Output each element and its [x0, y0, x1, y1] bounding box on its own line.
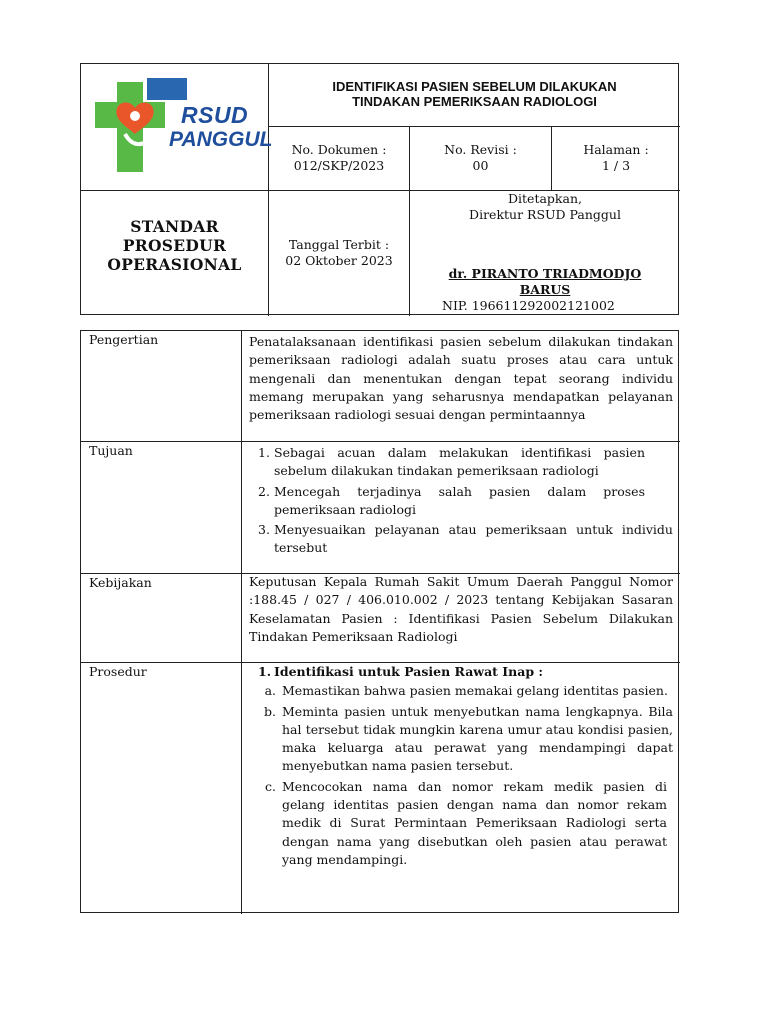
list-number: 1. — [258, 664, 272, 679]
list-number: c. — [265, 778, 276, 794]
divider — [268, 126, 680, 127]
doc-number-block — [269, 142, 409, 174]
logo-text-line2: PANGGUL — [169, 128, 273, 151]
revision-label: No. Revisi : — [444, 142, 517, 157]
list-text: Menyesuaikan pelayanan atau pemeriksaan untuk individu tersebut — [274, 522, 673, 556]
list-number: 2. — [258, 483, 270, 499]
list-number: 3. — [258, 522, 270, 538]
sop-line: STANDAR — [130, 217, 219, 236]
document-title: IDENTIFIKASI PASIEN SEBELUM DILAKUKAN TINDAKAN PEMERIKSAAN RADIOLOGI — [332, 79, 617, 109]
sop-line: PROSEDUR — [122, 236, 227, 255]
list-text: Sebagai acuan dalam melakukan identifikasi pasien sebelum dilakukan tindakan pemeriksaan radiologi — [274, 445, 645, 479]
list-item — [258, 483, 673, 520]
list-number: b. — [264, 703, 276, 719]
pengertian-text: Penatalaksanaan identifikasi pasien sebelum dilakukan tindakan pemeriksaan radiologi adalah suatu proses atau cara untuk mengenali dan menentukan dengan tepat seorang individu memang merupakan yang seharusnya mendapatkan pelayanan pemeriksaan radiologi sesuai dengan permintaannya — [249, 334, 673, 423]
director-name-line: dr. PIRANTO TRIADMODJO — [448, 266, 642, 281]
procedure-heading — [258, 663, 673, 681]
list-item — [258, 682, 673, 700]
approval-block — [410, 190, 680, 316]
director-name-line: BARUS — [519, 282, 571, 297]
list-text: Mencocokan nama dan nomor rekam medik pasien di gelang identitas pasien dengan nama dan nomor rekam medik di Surat Permintaan Pemeriksaan Radiologi serta dengan nama yang disebutkan oleh pasien atau perawat yang mendampingi. — [282, 778, 667, 867]
page-block — [552, 142, 680, 174]
divider — [241, 331, 242, 914]
issue-date-value: 02 Oktober 2023 — [285, 253, 393, 268]
list-number: 1. — [258, 445, 270, 460]
list-text: Memastikan bahwa pasien memakai gelang identitas pasien. — [282, 683, 668, 699]
director-nip: NIP. 196611292002121002 — [442, 298, 615, 313]
approved-by: Direktur RSUD Panggul — [469, 207, 621, 222]
section-label-prosedur: Prosedur — [89, 664, 147, 679]
list-item — [258, 444, 673, 481]
list-text: Mencegah terjadinya salah pasien dalam proses pemeriksaan radiologi — [274, 483, 645, 517]
list-number: a. — [264, 683, 276, 699]
issue-date-label: Tanggal Terbit : — [288, 237, 390, 252]
logo-text-line1: RSUD — [181, 102, 249, 128]
prosedur-list — [258, 663, 673, 869]
list-item — [258, 778, 673, 869]
director-name — [410, 266, 680, 298]
sop-content-table — [80, 330, 679, 913]
hospital-logo — [89, 78, 273, 178]
issue-date-block — [269, 237, 409, 269]
sop-line: OPERASIONAL — [107, 255, 242, 274]
document-header-table — [80, 63, 679, 315]
kebijakan-text: Keputusan Kepala Rumah Sakit Umum Daerah Panggul Nomor :188.45 / 027 / 406.010.002 / 2023 tentang Kebijakan Sasaran Keselamatan Pasien : Identifikasi Pasien Sebelum Dilakukan Tindakan Pemeriksaan Radiologi — [249, 574, 673, 644]
page-label: Halaman : — [583, 142, 649, 157]
sop-label — [81, 217, 268, 274]
revision-value: 00 — [472, 158, 489, 173]
section-label-pengertian: Pengertian — [89, 332, 159, 347]
list-item — [258, 521, 673, 558]
revision-block — [410, 142, 551, 174]
page-value: 1 / 3 — [601, 158, 631, 173]
tujuan-list — [258, 444, 673, 558]
doc-number-value: 012/SKP/2023 — [293, 158, 385, 173]
list-item — [258, 703, 673, 776]
approved-label: Ditetapkan, — [508, 191, 582, 206]
doc-number-label: No. Dokumen : — [291, 142, 387, 157]
procedure-heading-text: Identifikasi untuk Pasien Rawat Inap : — [274, 664, 544, 679]
list-text: Meminta pasien untuk menyebutkan nama lengkapnya. Bila hal tersebut tidak mungkin karena umur atau kondisi pasien, maka keluarga atau perawat yang mendampingi dapat menyebutkan nama pasien tersebut. — [282, 703, 673, 774]
section-label-tujuan: Tujuan — [89, 443, 133, 458]
section-label-kebijakan: Kebijakan — [89, 575, 152, 590]
